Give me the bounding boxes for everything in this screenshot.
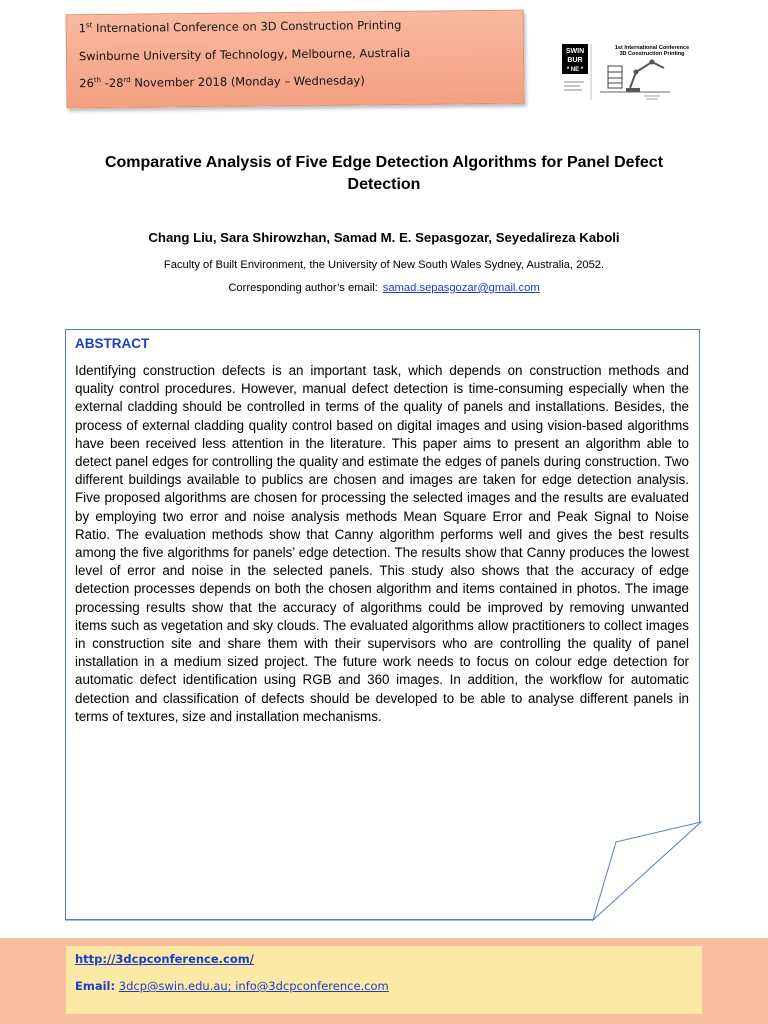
conference-venue: Swinburne University of Technology, Melbourne, Australia (78, 45, 411, 64)
corresponding-author (60, 282, 708, 294)
logo-uni-text: SWIN (565, 48, 585, 55)
logo-uni-text: * NE * (566, 67, 584, 73)
conference-website-link[interactable]: http://3dcpconference.com/ (75, 952, 254, 966)
paper-title: Comparative Analysis of Five Edge Detection Algorithms for Panel Defect Detection (104, 154, 664, 193)
conference-name: 1st International Conference on 3D Construction Printing (78, 17, 402, 36)
corresponding-label: Corresponding author’s email: (228, 282, 378, 294)
abstract-text: Identifying construction defects is an important task, which depends on construction methods and quality control procedures. However, manual defect detection is time-consuming especially when the external cladding should be controlled in terms of the quality of panels and installations. Besides, the process of external cladding quality control based on digital images and using vision-based algorithms have been received less attention in the literature. This paper aims to present an algorithm able to detect panel edges for controlling the quality and estimate the edges of panels during construction. Two different buildings available to publics are chosen and images are taken for edge detection analysis. Five proposed algorithms are chosen for processing the selected images and the results are evaluated by employing two error and noise analysis methods Mean Square Error and Peak Signal to Noise Ratio. The evaluation methods show that Canny algorithm performs well and gives the best results among the five algorithms for panels’ edge detection. The results show that Canny produces the lowest level of error and noise in the selected panels. This study also shows that the accuracy of edge detection processes depends on both the chosen algorithm and items contained in photos. The image processing results show that the accuracy of algorithms could be improved by removing unwanted items such as vegetation and sky clouds. The evaluated algorithms allow practitioners to collect images in construction site and share them with their supervisors who are controlling the quality of panel installation in a medium sized project. The future work needs to focus on colour edge detection for automatic defect identification using RGB and 360 images. In addition, the workflow for automatic detection and classification of defects should be developed to be able to analyse different panels in terms of textures, size and installation mechanisms. (75, 363, 689, 724)
conference-banner (66, 10, 525, 109)
conference-logo (560, 42, 700, 104)
contact-email-links[interactable]: 3dcp@swin.edu.au; info@3dcpconference.com (118, 979, 389, 993)
corresponding-email-link[interactable]: samad.sepasgozar@gmail.com (382, 282, 540, 294)
logo-conf-text: 3D Construction Printing (619, 51, 685, 57)
conference-dates: 26th -28rd November 2018 (Monday – Wednesday) (79, 73, 365, 91)
logo-conf-text: 1st International Conference (614, 45, 690, 51)
logo-uni-text: BUR (567, 57, 583, 64)
contact-emails (75, 979, 389, 993)
paper-authors: Chang Liu, Sara Shirowzhan, Samad M. E. Sepasgozar, Seyedalireza Kaboli (148, 230, 620, 245)
abstract-heading: ABSTRACT (75, 336, 150, 351)
printer-robot-icon (600, 60, 670, 100)
email-label: Email: (75, 979, 116, 993)
author-affiliation: Faculty of Built Environment, the University of New South Wales Sydney, Australia, 2052. (163, 259, 605, 271)
footer-box (66, 946, 702, 1014)
swinburne-logo-icon (560, 42, 700, 104)
